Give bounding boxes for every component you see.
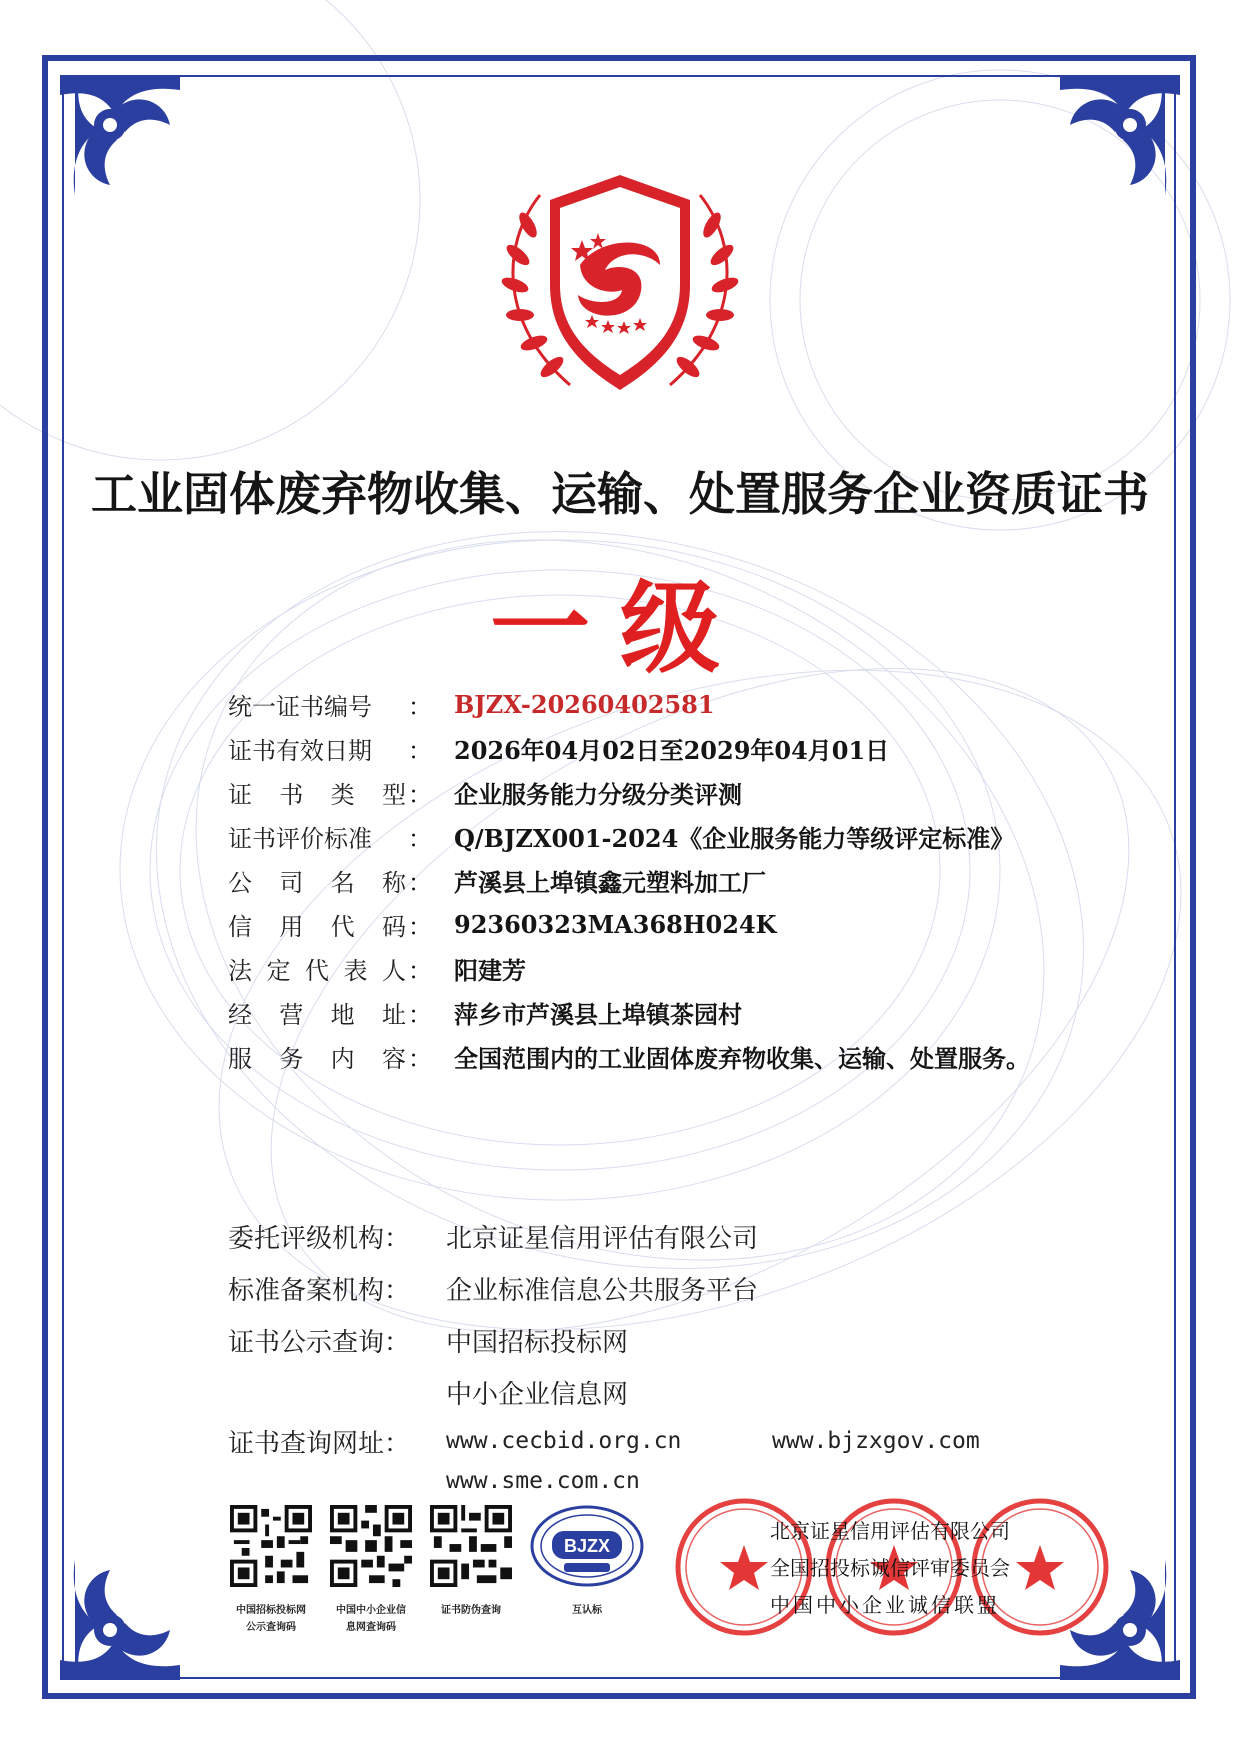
field-value: 萍乡市芦溪县上埠镇茶园村 bbox=[454, 999, 742, 1029]
field-label bbox=[228, 687, 406, 722]
field-label-char: 定 bbox=[266, 956, 291, 985]
field-row-credit-code bbox=[228, 902, 1128, 946]
field-label-char: 称 bbox=[381, 868, 406, 897]
qr-caption-line: 息网查询码 bbox=[346, 1622, 396, 1633]
field-label-char: 内 bbox=[330, 1044, 355, 1073]
qr-caption-line: 证书防伪查询 bbox=[441, 1605, 501, 1616]
field-value: 92360323MA368H024K bbox=[454, 909, 777, 939]
field-value: Q/BJZX001-2024《企业服务能力等级评定标准》 bbox=[454, 823, 1015, 853]
corner-ornament bbox=[55, 70, 185, 200]
public-query-row bbox=[228, 1314, 1128, 1366]
field-label-char: 表 bbox=[343, 956, 368, 985]
field-label-char: 址 bbox=[381, 1000, 406, 1029]
corner-ornament bbox=[1055, 70, 1185, 200]
field-colon: ： bbox=[408, 736, 432, 765]
rating-agency-label: 委托评级机构： bbox=[228, 1223, 411, 1254]
url-link-3[interactable]: www.sme.com.cn bbox=[446, 1468, 640, 1494]
badge-caption: 互认标 bbox=[572, 1605, 602, 1616]
field-value: 阳建芳 bbox=[454, 955, 526, 985]
field-label-text: 统一证书编号 bbox=[228, 692, 372, 721]
field-row-cert-type bbox=[228, 770, 1128, 814]
public-query-row-2 bbox=[228, 1366, 1128, 1418]
organization-info bbox=[228, 1210, 1128, 1498]
field-label-text: 证书有效日期 bbox=[228, 736, 372, 765]
field-row-valid-date bbox=[228, 726, 1128, 770]
certificate-fields bbox=[228, 682, 1128, 1078]
badge-text: BJZX bbox=[563, 1536, 611, 1556]
field-value: 2026年04月02日至2029年04月01日 bbox=[454, 735, 890, 765]
standard-agency-row bbox=[228, 1262, 1128, 1314]
field-label-char: 证 bbox=[228, 780, 252, 809]
field-label-text: 证书评价标准 bbox=[228, 824, 372, 853]
field-colon: ： bbox=[408, 824, 432, 853]
field-row-legal-rep bbox=[228, 946, 1128, 990]
field-label-char: 营 bbox=[279, 1000, 304, 1029]
field-value: 企业服务能力分级分类评测 bbox=[454, 779, 742, 809]
qr-caption-line: 中国中小企业信 bbox=[336, 1605, 406, 1616]
issuer-name: 中国中小企业诚信联盟 bbox=[770, 1593, 1000, 1617]
field-colon: ： bbox=[408, 780, 432, 809]
field-colon: ： bbox=[408, 868, 432, 897]
field-label-char: 地 bbox=[330, 1000, 355, 1029]
field-label-char: 用 bbox=[279, 912, 304, 941]
url-link-2[interactable]: www.bjzxgov.com bbox=[772, 1428, 980, 1454]
field-label bbox=[228, 775, 406, 810]
standard-agency-value: 企业标准信息公共服务平台 bbox=[446, 1275, 759, 1306]
field-label bbox=[228, 819, 406, 854]
field-colon: ： bbox=[408, 956, 432, 985]
certificate-grade: 一级 bbox=[490, 569, 750, 687]
issuer-name: 北京证星信用评估有限公司 bbox=[770, 1519, 1010, 1543]
qr-caption bbox=[416, 1602, 526, 1619]
field-label-char: 公 bbox=[228, 868, 252, 897]
field-label-char: 法 bbox=[228, 956, 252, 985]
public-query-value-2: 中小企业信息网 bbox=[446, 1379, 629, 1410]
field-colon: ： bbox=[408, 912, 432, 941]
field-value: 全国范围内的工业固体废弃物收集、运输、处置服务。 bbox=[454, 1043, 1030, 1073]
field-label bbox=[228, 731, 406, 766]
field-value: BJZX-20260402581 bbox=[454, 689, 715, 719]
field-label-char: 类 bbox=[330, 780, 355, 809]
public-query-value-1: 中国招标投标网 bbox=[446, 1327, 629, 1358]
url-label: 证书查询网址： bbox=[228, 1428, 411, 1459]
field-row-service-content bbox=[228, 1034, 1128, 1078]
field-label-char: 服 bbox=[228, 1044, 252, 1073]
field-row-cert-number bbox=[228, 682, 1128, 726]
qr-caption-line: 公示查询码 bbox=[246, 1622, 296, 1633]
field-label-char: 名 bbox=[330, 868, 355, 897]
issuer-list bbox=[770, 1513, 1010, 1624]
certificate-title: 工业固体废弃物收集、运输、处置服务企业资质证书 bbox=[91, 467, 1149, 521]
qr-caption-line: 中国招标投标网 bbox=[236, 1605, 306, 1616]
qr-code-icon[interactable] bbox=[330, 1505, 412, 1587]
field-label-char: 司 bbox=[279, 868, 304, 897]
field-label-char: 信 bbox=[228, 912, 252, 941]
field-label-char: 代 bbox=[330, 912, 355, 941]
qr-caption bbox=[216, 1602, 326, 1636]
url-link-1[interactable]: www.cecbid.org.cn bbox=[446, 1428, 682, 1454]
field-row-standard bbox=[228, 814, 1128, 858]
bjzx-badge-icon bbox=[530, 1505, 645, 1587]
field-label-char: 人 bbox=[382, 956, 406, 985]
issuer-name: 全国招投标诚信评审委员会 bbox=[770, 1556, 1010, 1580]
field-colon: ： bbox=[408, 692, 432, 721]
field-label-char: 书 bbox=[279, 780, 304, 809]
field-label-char: 务 bbox=[279, 1044, 304, 1073]
public-query-label: 证书公示查询： bbox=[228, 1327, 411, 1358]
field-label-char: 代 bbox=[305, 956, 329, 985]
field-label-char: 容 bbox=[381, 1044, 406, 1073]
qr-caption bbox=[316, 1602, 426, 1636]
url-row bbox=[228, 1418, 1128, 1464]
field-label bbox=[228, 951, 406, 986]
field-label bbox=[228, 995, 406, 1030]
field-row-company-name bbox=[228, 858, 1128, 902]
field-label-char: 型 bbox=[381, 780, 406, 809]
rating-agency-value: 北京证星信用评估有限公司 bbox=[446, 1223, 759, 1254]
shield-emblem-icon bbox=[470, 155, 770, 420]
field-label bbox=[228, 907, 406, 942]
field-label bbox=[228, 863, 406, 898]
standard-agency-label: 标准备案机构： bbox=[228, 1275, 411, 1306]
field-label bbox=[228, 1039, 406, 1074]
field-colon: ： bbox=[408, 1000, 432, 1029]
field-colon: ： bbox=[408, 1044, 432, 1073]
field-label-char: 经 bbox=[228, 1000, 252, 1029]
qr-code-icon[interactable] bbox=[430, 1505, 512, 1587]
url-row-2 bbox=[228, 1464, 1128, 1498]
corner-ornament bbox=[55, 1555, 185, 1685]
qr-code-icon[interactable] bbox=[230, 1505, 312, 1587]
field-value: 芦溪县上埠镇鑫元塑料加工厂 bbox=[454, 867, 766, 897]
field-row-address bbox=[228, 990, 1128, 1034]
rating-agency-row bbox=[228, 1210, 1128, 1262]
field-label-char: 码 bbox=[381, 912, 406, 941]
